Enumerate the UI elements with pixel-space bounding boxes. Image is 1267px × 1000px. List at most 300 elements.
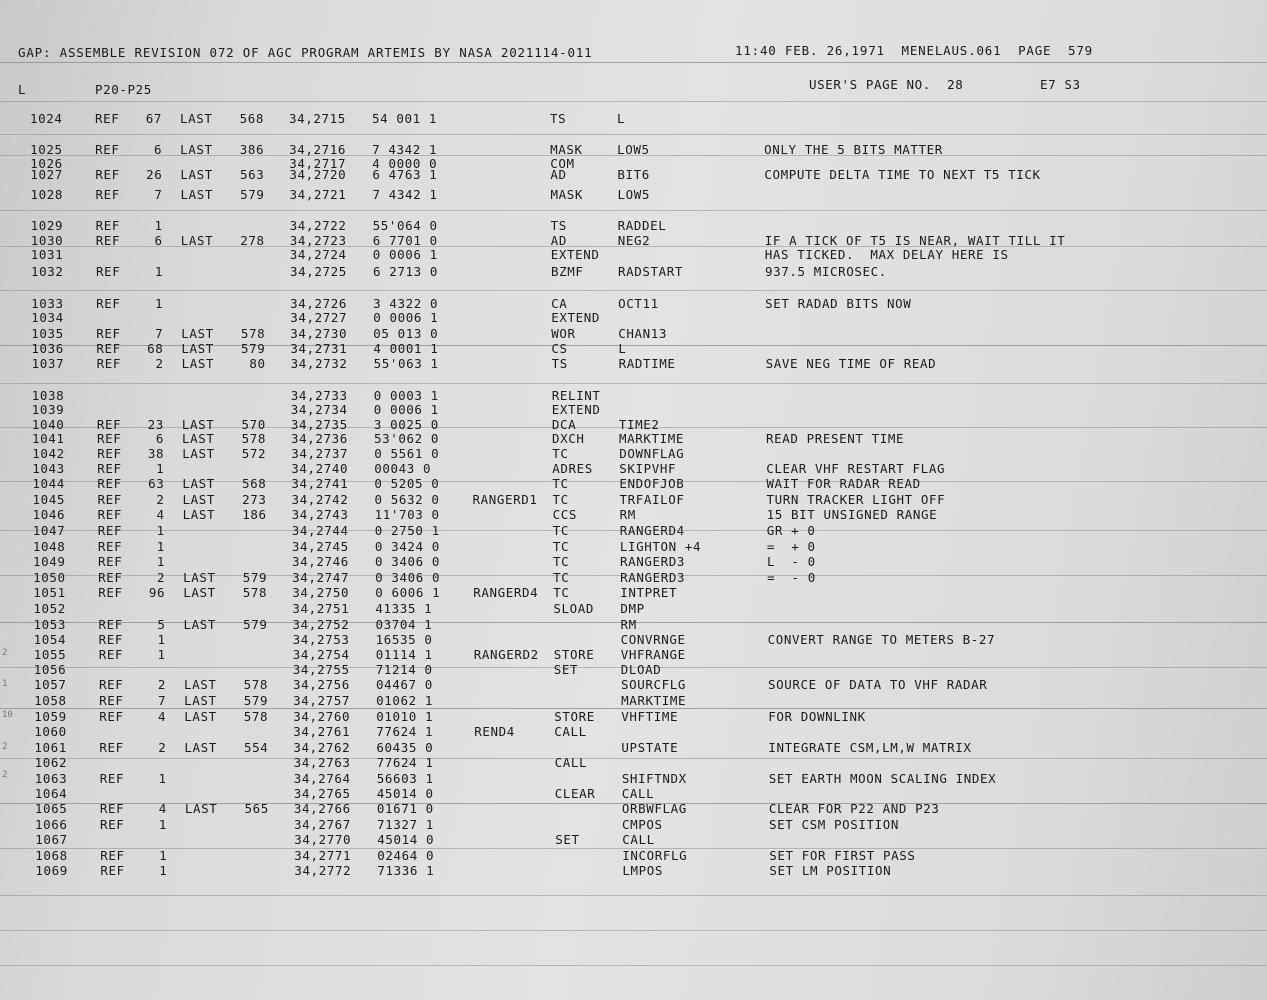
line-number: 1025 [30, 142, 63, 157]
last-tag: LAST [182, 476, 215, 491]
octal-word: 0 2750 1 [374, 523, 440, 538]
margin-mark: 1 [2, 679, 8, 689]
address: 34,2730 [290, 326, 348, 341]
last-page: 572 [241, 446, 267, 461]
ref-count: 96 [148, 585, 166, 600]
ref-count: 63 [148, 476, 165, 491]
octal-word: 16535 0 [375, 632, 433, 647]
operand: CONVRNGE [620, 632, 686, 647]
line-number: 1053 [33, 617, 67, 632]
ref-tag: REF [98, 632, 123, 647]
ref-count: 1 [157, 632, 166, 647]
comment: 937.5 MICROSEC. [765, 264, 887, 279]
ref-count: 23 [147, 417, 164, 432]
line-number: 1069 [35, 863, 68, 878]
opcode: EXTEND [551, 310, 600, 325]
line-number: 1038 [31, 388, 65, 403]
comment: FOR DOWNLINK [768, 709, 866, 724]
opcode: SET [553, 662, 579, 677]
left-marker: L [18, 82, 27, 97]
ref-tag: REF [97, 431, 122, 446]
last-page: 273 [242, 492, 267, 507]
operand: DMP [620, 601, 645, 616]
operand: CALL [622, 832, 655, 847]
last-page: 579 [243, 693, 269, 708]
address: 34,2757 [293, 693, 350, 708]
listing-row [4, 618, 1267, 632]
last-tag: LAST [181, 326, 214, 341]
octal-word: 7 4342 1 [372, 142, 438, 157]
comment: CONVERT RANGE TO METERS B-27 [767, 632, 996, 647]
comment: ONLY THE 5 BITS MATTER [764, 142, 943, 157]
address: 34,2732 [290, 356, 348, 371]
line-number: 1057 [34, 677, 67, 692]
listing-row [3, 524, 1267, 538]
address: 34,2744 [291, 523, 349, 538]
address: 34,2742 [291, 492, 349, 507]
address: 34,2727 [290, 310, 348, 325]
octal-word: 0 0006 1 [372, 247, 438, 262]
ref-tag: REF [97, 507, 122, 522]
opcode: CLEAR [554, 786, 596, 801]
last-page: 579 [241, 341, 266, 356]
ref-tag: REF [96, 326, 121, 341]
line-number: 1032 [31, 264, 64, 279]
margin-mark: 10 [2, 710, 13, 720]
octal-word: 6 4763 1 [372, 167, 438, 182]
ref-count: 2 [156, 570, 166, 585]
address: 34,2753 [292, 632, 350, 647]
octal-word: 0 0006 1 [373, 402, 439, 417]
octal-word: 0 5561 0 [374, 446, 440, 461]
opcode: TC [552, 446, 569, 461]
octal-word: 02464 0 [377, 848, 435, 863]
octal-word: 3 4322 0 [373, 296, 439, 311]
listing-row [1, 342, 1267, 356]
last-tag: LAST [183, 585, 216, 600]
listing-row [4, 648, 1267, 662]
octal-word: 01010 1 [376, 709, 434, 724]
listing-row [2, 418, 1267, 432]
ref-tag: REF [99, 740, 124, 755]
listing-row [5, 833, 1267, 847]
operand: SKIPVHF [619, 461, 677, 476]
octal-word: 0 0003 1 [373, 388, 439, 403]
operand: BIT6 [617, 167, 650, 182]
operand: RADTIME [618, 356, 676, 371]
last-tag: LAST [182, 507, 216, 522]
last-page: 578 [243, 677, 268, 692]
label: REND4 [474, 724, 515, 739]
octal-word: 71327 1 [377, 817, 434, 832]
listing-row [1, 327, 1267, 341]
ref-count: 26 [146, 167, 163, 182]
ref-tag: REF [99, 709, 124, 724]
last-tag: LAST [182, 492, 216, 507]
opcode: MASK [550, 187, 584, 202]
label: RANGERD4 [473, 585, 539, 600]
address: 34,2721 [289, 187, 347, 202]
last-tag: LAST [180, 111, 213, 126]
operand: DOWNFLAG [619, 446, 685, 461]
comment: SAVE NEG TIME OF READ [765, 356, 937, 371]
line-number: 1064 [34, 786, 68, 801]
address: 34,2762 [293, 740, 351, 755]
octal-word: 60435 0 [376, 740, 434, 755]
ref-count: 4 [158, 801, 167, 816]
ref-count: 1 [154, 264, 163, 279]
last-tag: LAST [181, 341, 214, 356]
print-stamp: 11:40 FEB. 26,1971 MENELAUS.061 PAGE 579 [735, 43, 1094, 58]
last-tag: LAST [184, 677, 217, 692]
operand: VHFTIME [621, 709, 679, 724]
operand: LIGHTON +4 [619, 539, 702, 554]
listing-row [2, 403, 1267, 417]
opcode: WOR [551, 326, 576, 341]
last-tag: LAST [183, 570, 216, 585]
comment: SET RADAD BITS NOW [765, 296, 912, 311]
opcode: CALL [554, 755, 588, 770]
opcode: COM [550, 156, 575, 171]
address: 34,2735 [290, 417, 348, 432]
opcode: EXTEND [550, 247, 600, 262]
operand: MARKTIME [621, 693, 687, 708]
address: 34,2717 [289, 156, 347, 171]
listing-row [3, 540, 1267, 554]
listing-row [3, 555, 1267, 569]
octal-word: 45014 0 [376, 786, 434, 801]
operand: CHAN13 [618, 326, 668, 341]
last-tag: LAST [184, 801, 218, 816]
operand: RADSTART [618, 264, 684, 279]
address: 34,2772 [294, 863, 352, 878]
line-number: 1036 [31, 341, 64, 356]
address: 34,2743 [291, 507, 349, 522]
line-number: 1061 [34, 740, 67, 755]
ref-tag: REF [99, 693, 124, 708]
listing-row [3, 586, 1267, 600]
address: 34,2765 [293, 786, 351, 801]
address: 34,2725 [290, 264, 347, 279]
listing-row [5, 787, 1267, 801]
octal-word: 41335 1 [375, 601, 433, 616]
line-number: 1028 [30, 187, 64, 202]
ref-tag: REF [96, 341, 121, 356]
comment: SOURCE OF DATA TO VHF RADAR [768, 677, 988, 692]
ref-count: 1 [157, 647, 166, 662]
ref-tag: REF [97, 492, 122, 507]
ref-tag: REF [98, 585, 123, 600]
address: 34,2736 [291, 431, 348, 446]
opcode: MASK [550, 142, 583, 157]
octal-word: 6 2713 0 [373, 264, 439, 279]
listing-row [5, 772, 1267, 786]
listing-row [5, 756, 1267, 770]
octal-word: 71336 1 [377, 863, 435, 878]
octal-word: 0 3406 0 [375, 554, 441, 569]
operand: TRFAILOF [619, 492, 685, 507]
line-number: 1041 [32, 431, 65, 446]
listing-row [4, 663, 1267, 677]
opcode: TC [553, 570, 570, 585]
listing-row [0, 168, 1267, 182]
address: 34,2715 [289, 111, 346, 126]
line-number: 1043 [32, 461, 65, 476]
line-number: 1024 [30, 111, 63, 126]
section-label: P20-P25 [95, 82, 152, 97]
line-number: 1035 [31, 326, 64, 341]
operand: LMPOS [622, 863, 664, 878]
comment: TURN TRACKER LIGHT OFF [766, 492, 946, 507]
operand: LOW5 [617, 187, 651, 202]
last-page: 579 [243, 617, 268, 632]
address: 34,2756 [293, 677, 350, 692]
line-number: 1063 [34, 771, 68, 786]
operand: RANGERD3 [620, 570, 686, 585]
comment: WAIT FOR RADAR READ [766, 476, 921, 491]
octal-word: 0 0006 1 [373, 310, 439, 325]
line-number: 1033 [31, 296, 64, 311]
operand: LOW5 [617, 142, 650, 157]
ref-count: 6 [153, 142, 163, 157]
operand: INCORFLG [622, 848, 688, 863]
operand: NEG2 [617, 233, 651, 248]
listing-row [4, 710, 1267, 724]
opcode: SET [555, 832, 580, 847]
opcode: TS [550, 111, 567, 126]
last-page: 186 [242, 507, 267, 522]
octal-word: 71214 0 [375, 662, 433, 677]
ref-tag: REF [96, 296, 121, 311]
operand: L [617, 111, 626, 126]
octal-word: 54 001 1 [372, 111, 438, 126]
address: 34,2741 [291, 476, 349, 491]
comment: = - 0 [767, 570, 816, 585]
opcode: RELINT [551, 388, 601, 403]
address: 34,2763 [293, 755, 351, 770]
opcode: TC [552, 476, 569, 491]
line-number: 1048 [32, 539, 66, 554]
listing-row [5, 849, 1267, 863]
opcode: TS [551, 356, 568, 371]
operand: RADDEL [617, 218, 667, 233]
listing-row [2, 447, 1267, 461]
operand: RM [620, 617, 637, 632]
line-number: 1058 [34, 693, 67, 708]
opcode: TC [552, 539, 570, 554]
line-number: 1039 [31, 402, 65, 417]
opcode: TC [553, 585, 570, 600]
ref-count: 1 [156, 461, 165, 476]
last-page: 578 [243, 709, 269, 724]
ref-count: 1 [156, 539, 165, 554]
last-tag: LAST [180, 167, 213, 182]
ref-tag: REF [99, 677, 124, 692]
line-number: 1055 [33, 647, 67, 662]
octal-word: 05 013 0 [373, 326, 439, 341]
line-number: 1067 [35, 832, 68, 847]
octal-word: 53'062 0 [374, 431, 440, 446]
line-number: 1050 [33, 570, 66, 585]
ref-tag: REF [97, 539, 123, 554]
ref-count: 1 [154, 218, 163, 233]
last-tag: LAST [180, 233, 214, 248]
last-tag: LAST [180, 187, 214, 202]
comment: CLEAR FOR P22 AND P23 [768, 801, 940, 816]
listing-row [5, 818, 1267, 832]
line-number: 1027 [30, 167, 63, 182]
ref-tag: REF [96, 264, 121, 279]
operand: ENDOFJOB [619, 476, 685, 491]
last-page: 565 [244, 801, 269, 816]
address: 34,2761 [293, 724, 351, 739]
ref-count: 2 [156, 492, 165, 507]
ref-tag: REF [97, 523, 123, 538]
listing-row [4, 694, 1267, 708]
address: 34,2716 [289, 142, 346, 157]
last-page: 386 [239, 142, 265, 157]
address: 34,2766 [293, 801, 351, 816]
ref-count: 1 [158, 771, 167, 786]
comment: GR + 0 [766, 523, 816, 538]
operand: CMPOS [622, 817, 663, 832]
ref-count: 6 [155, 431, 164, 446]
ref-tag: REF [100, 863, 125, 878]
octal-word: 45014 0 [377, 832, 435, 847]
last-tag: LAST [181, 417, 215, 432]
octal-word: 6 7701 0 [372, 233, 438, 248]
ref-tag: REF [95, 111, 120, 126]
operand: RM [619, 507, 636, 522]
last-page: 278 [240, 233, 265, 248]
opcode: STORE [553, 647, 595, 662]
octal-word: 0 3406 0 [375, 570, 441, 585]
line-number: 1029 [30, 218, 64, 233]
last-tag: LAST [183, 617, 217, 632]
listing-row [0, 112, 1267, 126]
address: 34,2724 [289, 247, 347, 262]
last-page: 570 [241, 417, 266, 432]
opcode: AD [550, 167, 567, 182]
ref-tag: REF [98, 554, 123, 569]
ref-tag: REF [98, 570, 123, 585]
ref-count: 1 [154, 296, 164, 311]
listing-row [2, 462, 1267, 476]
listing-row [3, 571, 1267, 585]
operand: UPSTATE [621, 740, 679, 755]
comment: INTEGRATE CSM,LM,W MATRIX [768, 740, 972, 755]
opcode: TC [553, 554, 570, 569]
comment: SET EARTH MOON SCALING INDEX [768, 771, 997, 786]
address: 34,2737 [291, 446, 349, 461]
listing-row [4, 633, 1267, 647]
last-tag: LAST [181, 356, 215, 371]
octal-word: 77624 1 [376, 755, 434, 770]
octal-word: 7 4342 1 [372, 187, 438, 202]
line-number: 1066 [35, 817, 68, 832]
comment: = + 0 [766, 539, 816, 554]
listing-row [4, 678, 1267, 692]
line-number: 1059 [34, 709, 67, 724]
ref-count: 4 [156, 507, 165, 522]
octal-word: 0 5632 0 [374, 492, 440, 507]
listing-row [0, 143, 1267, 157]
line-number: 1037 [31, 356, 65, 371]
operand: TIME2 [618, 417, 660, 432]
octal-word: 55'064 0 [372, 218, 438, 233]
ref-tag: REF [95, 142, 120, 157]
ref-count: 4 [158, 709, 167, 724]
address: 34,2764 [293, 771, 351, 786]
line-number: 1030 [30, 233, 64, 248]
last-page: 568 [242, 476, 267, 491]
address: 34,2722 [289, 218, 347, 233]
ref-tag: REF [95, 187, 120, 202]
ref-tag: REF [97, 446, 122, 461]
last-tag: LAST [184, 740, 217, 755]
opcode: DXCH [552, 431, 585, 446]
ref-tag: REF [95, 233, 121, 248]
opcode: CALL [554, 724, 587, 739]
line-number: 1056 [33, 662, 67, 677]
address: 34,2726 [290, 296, 347, 311]
line-number: 1054 [33, 632, 67, 647]
page-code: E7 S3 [1040, 77, 1081, 92]
address: 34,2740 [291, 461, 349, 476]
last-page: 80 [249, 356, 266, 371]
operand: OCT11 [618, 296, 659, 311]
comment: HAS TICKED. MAX DELAY HERE IS [764, 247, 1009, 262]
opcode: TC [552, 523, 570, 538]
ref-tag: REF [95, 167, 120, 182]
line-number: 1060 [34, 724, 67, 739]
address: 34,2745 [291, 539, 349, 554]
listing-row [4, 725, 1267, 739]
listing-row [3, 508, 1267, 522]
last-page: 578 [242, 585, 268, 600]
opcode: SLOAD [553, 601, 595, 616]
listing-row [4, 741, 1267, 755]
octal-word: 0 5205 0 [374, 476, 440, 491]
operand: RANGERD3 [620, 554, 686, 569]
comment: CLEAR VHF RESTART FLAG [766, 461, 946, 476]
ref-tag: REF [100, 817, 125, 832]
octal-word: 04467 0 [376, 677, 433, 692]
line-number: 1046 [32, 507, 66, 522]
ref-count: 2 [158, 740, 167, 755]
operand: VHFRANGE [620, 647, 686, 662]
ref-tag: REF [97, 476, 122, 491]
last-page: 563 [240, 167, 265, 182]
last-page: 579 [242, 570, 268, 585]
address: 34,2767 [294, 817, 351, 832]
comment: SET LM POSITION [769, 863, 892, 878]
last-tag: LAST [182, 431, 215, 446]
address: 34,2760 [293, 709, 351, 724]
address: 34,2734 [290, 402, 348, 417]
label: RANGERD2 [473, 647, 539, 662]
address: 34,2754 [292, 647, 350, 662]
line-number: 1051 [33, 585, 66, 600]
octal-word: 77624 1 [376, 724, 434, 739]
line-number: 1047 [32, 523, 66, 538]
operand: MARKTIME [619, 431, 685, 446]
ref-count: 7 [154, 187, 163, 202]
opcode: CS [551, 341, 568, 356]
ref-tag: REF [99, 801, 125, 816]
listing-row [1, 219, 1267, 233]
line-number: 1031 [30, 247, 64, 262]
